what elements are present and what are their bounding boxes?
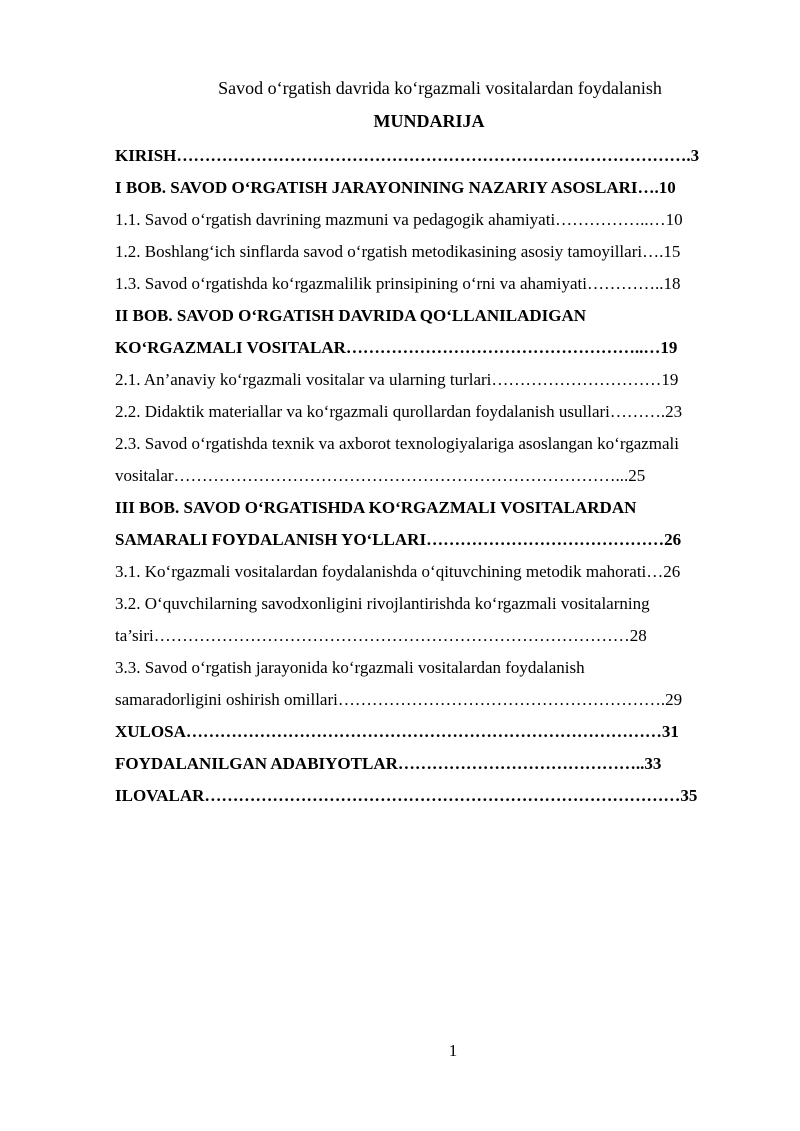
toc-line: SAMARALI FOYDALANISH YO‘LLARI……………………………………26 bbox=[115, 530, 682, 549]
toc-line: III BOB. SAVOD O‘RGATISHDA KO‘RGAZMALI VOSITALARDAN bbox=[115, 498, 637, 517]
toc-line: KO‘RGAZMALI VOSITALAR……………………………………………..…19 bbox=[115, 338, 678, 357]
toc-line: I BOB. SAVOD O‘RGATISH JARAYONINING NAZARIY ASOSLARI….10 bbox=[115, 178, 676, 197]
toc-line: II BOB. SAVOD O‘RGATISH DAVRIDA QO‘LLANILADIGAN bbox=[115, 306, 587, 325]
toc-line: 3.2. O‘quvchilarning savodxonligini rivojlantirishda ko‘rgazmali vositalarning bbox=[115, 594, 650, 613]
toc-line: vositalar……………………………………………………………………...25 bbox=[115, 466, 646, 485]
toc-line: ILOVALAR…………………………………………………………………………35 bbox=[115, 786, 698, 805]
toc-line: 3.3. Savod o‘rgatish jarayonida ko‘rgazmali vositalardan foydalanish bbox=[115, 658, 585, 677]
table-of-contents bbox=[115, 140, 742, 812]
toc-heading: MUNDARIJA bbox=[373, 111, 485, 131]
toc-line: 1.3. Savod o‘rgatishda ko‘rgazmalilik prinsipining o‘rni va ahamiyati…………..18 bbox=[115, 274, 681, 293]
toc-line: ta’siri…………………………………………………………………………28 bbox=[115, 626, 647, 645]
toc-line: 2.2. Didaktik materiallar va ko‘rgazmali qurollardan foydalanish usullari……….23 bbox=[115, 402, 683, 421]
toc-line: XULOSA…………………………………………………………………………31 bbox=[115, 722, 679, 741]
toc-line: 1.1. Savod o‘rgatish davrining mazmuni va pedagogik ahamiyati……………..…10 bbox=[115, 210, 683, 229]
toc-line: KIRISH……………………………………………………………………………….3 bbox=[115, 146, 700, 165]
toc-line: 1.2. Boshlang‘ich sinflarda savod o‘rgatish metodikasining asosiy tamoyillari….15 bbox=[115, 242, 681, 261]
toc-line: 2.3. Savod o‘rgatishda texnik va axborot texnologiyalariga asoslangan ko‘rgazmali bbox=[115, 434, 680, 453]
toc-line: samaradorligini oshirish omillari………………………………………………….29 bbox=[115, 690, 683, 709]
toc-line: 3.1. Ko‘rgazmali vositalardan foydalanishda o‘qituvchining metodik mahorati…26 bbox=[115, 562, 681, 581]
toc-line: FOYDALANILGAN ADABIYOTLAR……………………………………..33 bbox=[115, 754, 662, 773]
toc-line: 2.1. An’anaviy ko‘rgazmali vositalar va ularning turlari…………………………19 bbox=[115, 370, 679, 389]
page-number: 1 bbox=[448, 1041, 458, 1060]
document-title: Savod o‘rgatish davrida ko‘rgazmali vositalardan foydalanish bbox=[218, 78, 662, 98]
